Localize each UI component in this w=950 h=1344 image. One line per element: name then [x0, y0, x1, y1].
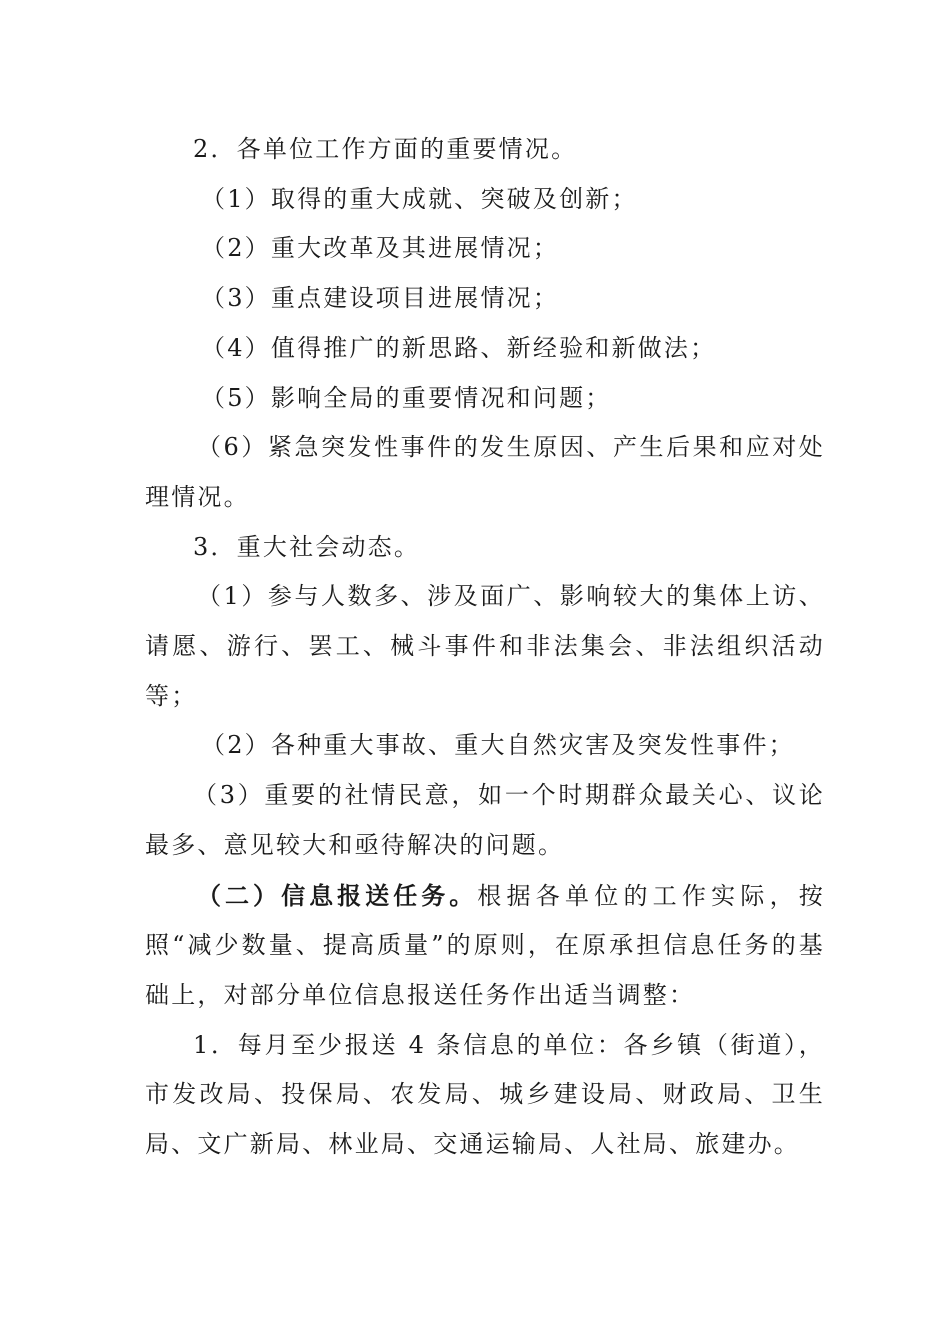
- list-item-3: （3）重点建设项目进展情况；: [201, 284, 560, 313]
- section-heading-2: 2．各单位工作方面的重要情况。: [193, 135, 578, 163]
- section-heading-3: 3．重大社会动态。: [193, 532, 421, 561]
- social-item-2: （2）各种重大事故、重大自然灾害及突发性事件；: [201, 731, 795, 760]
- list-item-5: （5）影响全局的重要情况和问题；: [201, 383, 612, 412]
- document-body: [145, 125, 825, 1170]
- section-two-paragraph: [145, 871, 825, 1021]
- list-item-4: （4）值得推广的新思路、新经验和新做法；: [201, 333, 717, 362]
- list-item-1: （1）取得的重大成就、突破及创新；: [201, 184, 638, 213]
- section-two-heading: （二）信息报送任务。: [197, 880, 478, 910]
- section-two-body: 根据各单位的工作实际，按照“减少数量、提高质量”的原则，在原承担信息任务的基础上，对部分单位信息报送任务作出适当调整：: [145, 881, 826, 1009]
- social-item-3: （3）重要的社情民意，如一个时期群众最关心、议论最多、意见较大和亟待解决的问题。: [145, 781, 825, 859]
- reporting-units-paragraph: 1．每月至少报送 4 条信息的单位：各乡镇（街道），市发改局、投保局、农发局、城乡建设局、财政局、卫生局、文广新局、林业局、交通运输局、人社局、旅建办。: [145, 1030, 825, 1159]
- social-item-1: （1）参与人数多、涉及面广、影响较大的集体上访、请愿、游行、罢工、械斗事件和非法集会、非法组织活动等；: [145, 582, 825, 710]
- list-item-6: （6）紧急突发性事件的发生原因、产生后果和应对处理情况。: [145, 433, 825, 511]
- list-item-2: （2）重大改革及其进展情况；: [201, 234, 560, 263]
